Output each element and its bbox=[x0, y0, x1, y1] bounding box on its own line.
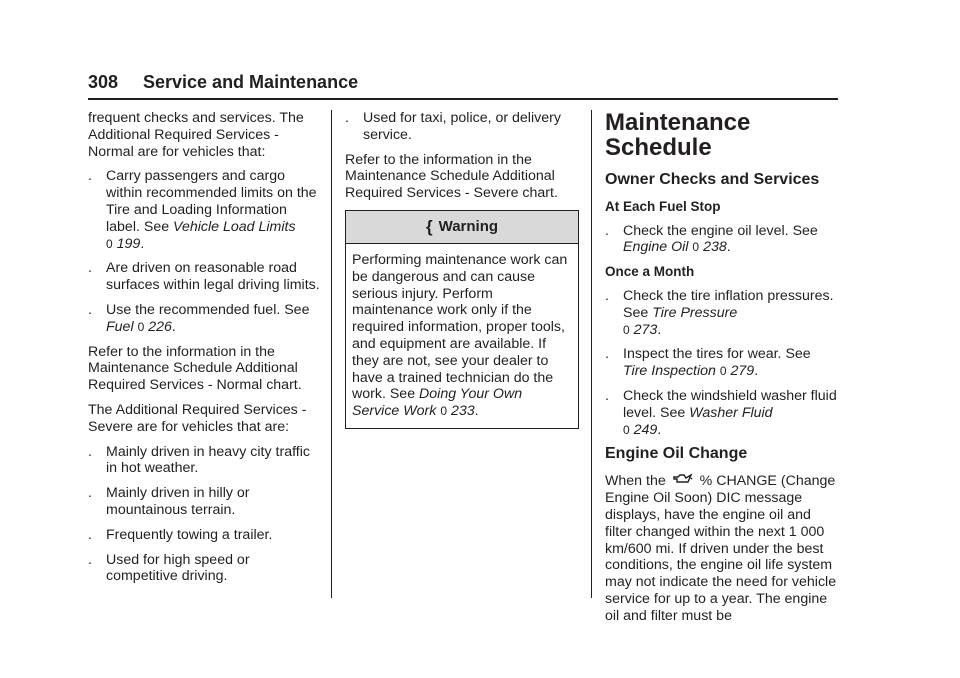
bullet-glyph: . bbox=[88, 168, 92, 185]
bullet-glyph: . bbox=[605, 346, 609, 363]
minor-heading: At Each Fuel Stop bbox=[605, 198, 721, 214]
cross-reference[interactable]: Fuel bbox=[106, 318, 134, 335]
cross-reference[interactable]: Tire Pressure bbox=[652, 304, 738, 321]
page-ref[interactable]: 199 bbox=[116, 235, 141, 252]
page-ref[interactable]: 273 bbox=[633, 321, 658, 338]
column-3 bbox=[605, 110, 840, 632]
column-1 bbox=[88, 110, 324, 593]
cross-reference[interactable]: Engine Oil bbox=[623, 239, 689, 256]
oil-change-paragraph: When the % CHANGE (Change Engine Oil Soon) DIC message displays, have the engine oil and filter changed within the next 1 000 km/600 mi. If driven under the best conditions, the engine oil life system may not indicate the need for vehicle service for up to a year. The engine oil and filter must be bbox=[605, 473, 837, 624]
list-item: . Used for high speed or competitive driving. bbox=[88, 551, 250, 585]
page-ref-icon: 0 bbox=[623, 322, 630, 337]
severe-intro: The Additional Required Services - Severe are for vehicles that are: bbox=[88, 401, 307, 435]
bullet-glyph: . bbox=[605, 287, 609, 304]
sub-heading: Owner Checks and Services bbox=[605, 171, 820, 188]
bullet-glyph: . bbox=[88, 485, 92, 502]
bullet-glyph: . bbox=[345, 110, 349, 126]
bullet-glyph: . bbox=[88, 260, 92, 277]
list-item: . Used for taxi, police, or delivery service. bbox=[345, 110, 561, 143]
bullet-glyph: . bbox=[88, 551, 92, 568]
cross-reference[interactable]: Tire Inspection bbox=[623, 363, 716, 380]
list-item: . Check the tire inflation pressures. See Tire Pressure 0 273. bbox=[605, 287, 834, 338]
warning-box bbox=[345, 210, 579, 429]
column-divider bbox=[331, 110, 332, 598]
section-title: Service and Maintenance bbox=[143, 72, 359, 92]
page-ref-icon: 0 bbox=[137, 319, 145, 334]
cross-reference[interactable]: Doing Your Own Service Work bbox=[352, 386, 523, 420]
page-ref[interactable]: 226 bbox=[148, 318, 172, 335]
normal-chart-reference: Refer to the information in the Maintenance Schedule Additional Required Services - Normal chart. bbox=[88, 343, 302, 394]
column-divider bbox=[591, 110, 592, 598]
page-ref[interactable]: 249 bbox=[633, 421, 658, 438]
page-ref[interactable]: 233 bbox=[450, 403, 475, 420]
list-item: . Carry passengers and cargo within recommended limits on the Tire and Loading Information label. See Vehicle Load Limits 0 199. bbox=[88, 168, 317, 252]
intro-paragraph: frequent checks and services. The Additional Required Services - Normal are for vehicles that: bbox=[88, 110, 304, 160]
cross-reference[interactable]: Washer Fluid bbox=[689, 404, 773, 421]
list-item: . Frequently towing a trailer. bbox=[88, 526, 273, 543]
page-number: 308 bbox=[88, 72, 119, 92]
page-ref[interactable]: 279 bbox=[730, 363, 755, 380]
list-item: . Check the engine oil level. See Engine Oil 0 238. bbox=[605, 222, 818, 256]
page-ref-icon: 0 bbox=[440, 404, 447, 419]
warning-title: Warning bbox=[438, 217, 499, 235]
bullet-glyph: . bbox=[88, 526, 92, 543]
bullet-glyph: . bbox=[88, 443, 92, 460]
column-2 bbox=[345, 110, 581, 429]
list-item: . Mainly driven in hilly or mountainous terrain. bbox=[88, 485, 250, 518]
bullet-glyph: . bbox=[605, 222, 609, 239]
page-ref-icon: 0 bbox=[106, 236, 113, 251]
warning-body: Performing maintenance work can be dangerous and can cause serious injury. Perform maintenance work only if the required information, proper tools, and equipment are available. If they are not, see your dealer to have a trained technician do the work. See Doing Your Own Service Work 0 233. bbox=[352, 251, 568, 420]
page-ref-icon: 0 bbox=[692, 240, 700, 255]
list-item: . Mainly driven in heavy city traffic in hot weather. bbox=[88, 443, 310, 477]
page-ref-icon: 0 bbox=[623, 422, 630, 437]
list-item: . Inspect the tires for wear. See Tire Inspection 0 279. bbox=[605, 346, 811, 380]
warning-icon: { bbox=[425, 216, 433, 236]
bullet-glyph: . bbox=[605, 387, 609, 404]
cross-reference[interactable]: Vehicle Load Limits bbox=[173, 218, 296, 235]
page-ref-icon: 0 bbox=[719, 364, 727, 379]
severe-chart-reference: Refer to the information in the Maintenance Schedule Additional Required Services - Severe chart. bbox=[345, 151, 558, 202]
list-item: . Check the windshield washer fluid level. See Washer Fluid 0 249. bbox=[605, 387, 837, 438]
main-heading: Maintenance Schedule bbox=[605, 109, 751, 161]
oil-can-icon bbox=[673, 473, 693, 490]
list-item: . Use the recommended fuel. See Fuel 0 226. bbox=[88, 301, 310, 335]
dic-indicator: % CHANGE bbox=[699, 473, 777, 490]
header-rule bbox=[88, 98, 838, 100]
bullet-glyph: . bbox=[88, 301, 92, 318]
sub-heading: Engine Oil Change bbox=[605, 445, 748, 463]
page-ref[interactable]: 238 bbox=[703, 239, 727, 256]
page-header bbox=[88, 72, 838, 98]
minor-heading: Once a Month bbox=[605, 264, 695, 280]
warning-header bbox=[346, 211, 578, 244]
list-item: . Are driven on reasonable road surfaces within legal driving limits. bbox=[88, 260, 320, 294]
